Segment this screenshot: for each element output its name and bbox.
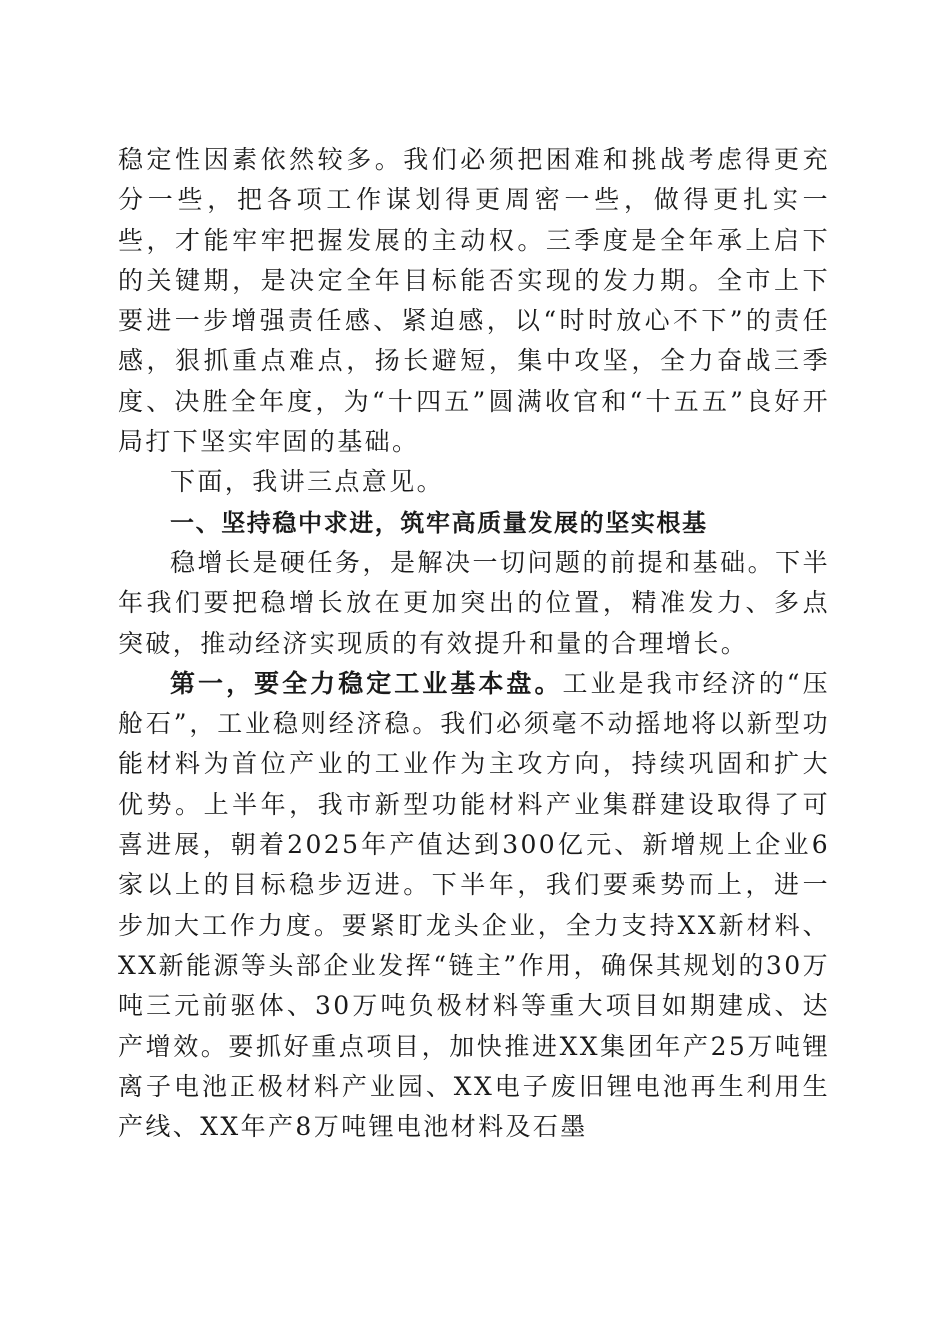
section-heading-1: 一、坚持稳中求进，筑牢高质量发展的坚实根基 xyxy=(170,508,708,537)
paragraph-growth: 稳增长是硬任务，是解决一切问题的前提和基础。下半年我们要把稳增长放在更加突出的位置，精准发力、多点突破，推动经济实现质的有效提升和量的合理增长。 xyxy=(118,547,830,658)
paragraph-stability: 稳定性因素依然较多。我们必须把困难和挑战考虑得更充分一些，把各项工作谋划得更周密一些，做得更扎实一些，才能牢牢把握发展的主动权。三季度是全年承上启下的关键期，是决定全年目标能否实现的发力期。全市上下要进一步增强责任感、紧迫感，以“时时放心不下”的责任感，狠抓重点难点，扬长避短，集中攻坚，全力奋战三季度、决胜全年度，为“十四五”圆满收官和“十五五”良好开局打下坚实牢固的基础。 xyxy=(118,145,830,457)
paragraph-intro: 下面，我讲三点意见。 xyxy=(170,467,445,497)
paragraph-industry xyxy=(118,664,830,1148)
paragraph-industry-lead: 第一，要全力稳定工业基本盘。 xyxy=(170,668,563,698)
paragraph-industry-body: 工业是我市经济的“压舱石”，工业稳则经济稳。我们必须毫不动摇地将以新型功能材料为首位产业的工业作为主攻方向，持续巩固和扩大优势。上半年，我市新型功能材料产业集群建设取得了可喜进展，朝着2025年产值达到300亿元、新增规上企业6家以上的目标稳步迈进。下半年，我们要乘势而上，进一步加大工作力度。要紧盯龙头企业，全力支持XX新材料、XX新能源等头部企业发挥“链主”作用，确保其规划的30万吨三元前驱体、30万吨负极材料等重大项目如期建成、达产增效。要抓好重点项目，加快推进XX集团年产25万吨锂离子电池正极材料产业园、XX电子废旧锂电池再生利用生产线、XX年产8万吨锂电池材料及石墨 xyxy=(118,668,830,1142)
document-page xyxy=(118,140,830,1147)
